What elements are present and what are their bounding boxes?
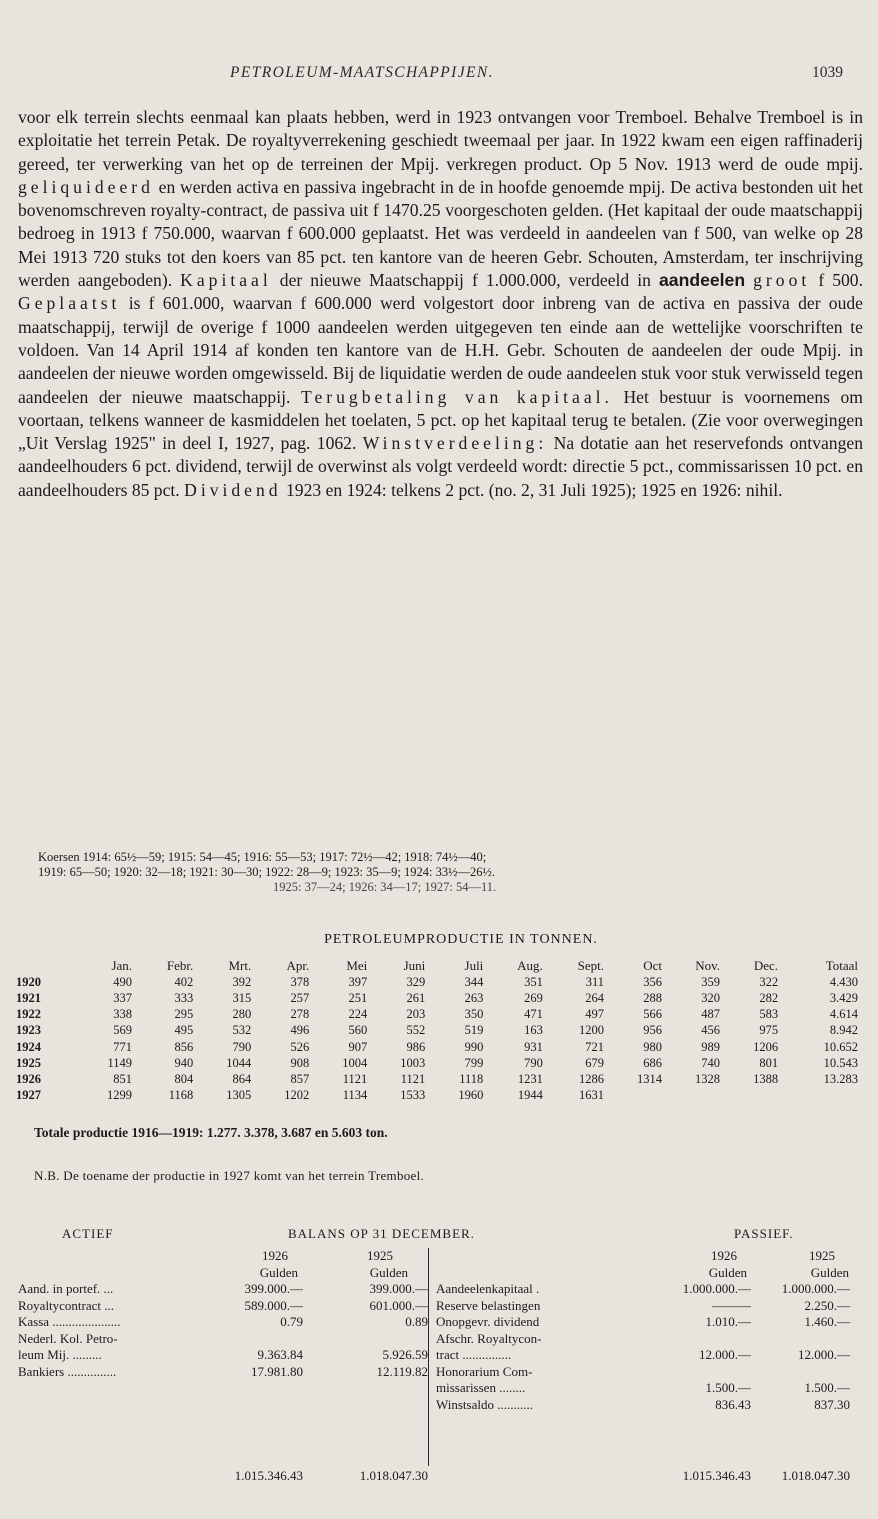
koersen-line-1: Koersen 1914: 65½—59; 1915: 54—45; 1916: 55—53; 1917: 72½—42; 1918: 74½—40; bbox=[38, 850, 487, 864]
production-value-cell: 263 bbox=[464, 990, 484, 1005]
spaced-term-groot: groot bbox=[753, 270, 811, 291]
text-run: 1923 en 1924: telkens 2 pct. (no. 2, 31 Juli 1925); 1925 en 1926: nihil. bbox=[286, 479, 783, 500]
production-year-cell: 1924 bbox=[16, 1039, 41, 1054]
passief-value: 1.500.— bbox=[705, 1380, 751, 1395]
production-value-cell: 344 bbox=[464, 974, 484, 989]
production-value-cell: 329 bbox=[406, 974, 426, 989]
actief-label: Nederl. Kol. Petro- bbox=[18, 1330, 118, 1346]
totale-productie: Totale productie 1916—1919: 1.277. 3.378, 3.687 en 5.603 ton. bbox=[34, 1125, 388, 1140]
production-value-cell: 1328 bbox=[695, 1071, 721, 1086]
production-body bbox=[16, 974, 858, 1104]
production-value-cell: 1118 bbox=[459, 1071, 484, 1086]
actief-label: Royaltycontract ... bbox=[18, 1297, 115, 1313]
passief-value: 837.30 bbox=[814, 1396, 850, 1412]
production-value-cell: 495 bbox=[174, 1023, 194, 1038]
col-header: Juni bbox=[403, 958, 426, 974]
production-value-cell: 402 bbox=[174, 974, 194, 989]
unit-gulden: Gulden bbox=[708, 1264, 747, 1280]
actief-rows bbox=[18, 1281, 428, 1380]
passief-total-1925: 1.018.047.30 bbox=[781, 1468, 850, 1483]
production-year-cell: 1927 bbox=[16, 1088, 41, 1103]
production-row bbox=[16, 1088, 858, 1104]
production-row bbox=[16, 1071, 858, 1087]
production-value-cell: 1631 bbox=[579, 1088, 605, 1103]
year-row bbox=[429, 1248, 859, 1265]
col-header: Dec. bbox=[753, 958, 779, 974]
col-header: Oct bbox=[643, 958, 663, 974]
production-value-cell: 980 bbox=[643, 1039, 663, 1054]
passief-value: 12.000.— bbox=[699, 1347, 751, 1362]
production-value-cell: 264 bbox=[585, 990, 605, 1005]
passief-row bbox=[429, 1314, 859, 1331]
balance-title: BALANS OP 31 DECEMBER. bbox=[288, 1226, 475, 1241]
year-row bbox=[18, 1248, 428, 1265]
unit-row bbox=[18, 1265, 428, 1282]
production-year-cell: 1926 bbox=[16, 1071, 41, 1086]
production-value-cell: 1149 bbox=[107, 1055, 133, 1070]
production-value-cell: 351 bbox=[524, 974, 543, 989]
production-value-cell: 857 bbox=[290, 1071, 310, 1086]
production-value-cell: 1004 bbox=[342, 1055, 368, 1070]
production-value-cell: 487 bbox=[701, 1007, 721, 1022]
unit-gulden: Gulden bbox=[810, 1264, 849, 1280]
passief-row bbox=[429, 1364, 859, 1381]
text-run: voor elk terrein slechts eenmaal kan plaats hebben, werd in 1923 ontvangen voor Tremboel. Behalve Tremboel is in exploitatie het terrein Petak. De royaltyverrekening geschiedt tweemaal per jaar. In 1922 kwam een eigen raffinaderij gereed, ter verwerking van het op de terreinen der Mpij. verkregen product. Op 5 Nov. 1913 werd de oude mpij. bbox=[18, 107, 863, 174]
production-value-cell: 203 bbox=[406, 1007, 426, 1022]
actief-row bbox=[18, 1347, 428, 1364]
production-value-cell bbox=[720, 1088, 778, 1104]
production-value-cell: 1121 bbox=[400, 1071, 426, 1086]
production-value-cell: 322 bbox=[759, 974, 779, 989]
actief-value: 601.000.— bbox=[369, 1297, 428, 1313]
production-value-cell: 799 bbox=[464, 1055, 484, 1070]
running-title: PETROLEUM-MAATSCHAPPIJEN. bbox=[230, 64, 494, 81]
actief-heading: ACTIEF bbox=[62, 1226, 114, 1241]
col-header: Mei bbox=[346, 958, 368, 974]
production-value-cell: 721 bbox=[585, 1039, 605, 1054]
production-value-cell: 1960 bbox=[458, 1088, 484, 1103]
production-value-cell: 851 bbox=[113, 1071, 133, 1086]
year-1926: 1926 bbox=[262, 1248, 288, 1263]
production-value-cell: 956 bbox=[643, 1023, 663, 1038]
production-value-cell: 519 bbox=[464, 1023, 484, 1038]
production-value-cell: 526 bbox=[290, 1039, 310, 1054]
production-value-cell: 333 bbox=[174, 990, 194, 1005]
actief-total-row bbox=[18, 1468, 428, 1486]
production-title-wrap bbox=[0, 932, 878, 948]
production-value-cell: 4.430 bbox=[829, 974, 858, 989]
production-value-cell: 392 bbox=[232, 974, 252, 989]
production-value-cell: 583 bbox=[759, 1007, 779, 1022]
production-value-cell: 679 bbox=[585, 1055, 605, 1070]
production-value-cell: 315 bbox=[232, 990, 252, 1005]
production-value-cell: 13.283 bbox=[823, 1071, 858, 1086]
production-value-cell bbox=[662, 1088, 720, 1104]
production-value-cell: 1388 bbox=[753, 1071, 779, 1086]
production-value-cell: 686 bbox=[643, 1055, 663, 1070]
production-value-cell: 496 bbox=[290, 1023, 310, 1038]
running-head bbox=[0, 64, 878, 84]
actief-label: Kassa ..................... bbox=[18, 1314, 121, 1329]
col-header: Aug. bbox=[517, 958, 543, 974]
balance-header bbox=[0, 1226, 878, 1248]
production-value-cell: 804 bbox=[174, 1071, 194, 1086]
passief-label: Winstsaldo ........... bbox=[436, 1396, 533, 1412]
col-header: Nov. bbox=[695, 958, 721, 974]
unit-row bbox=[429, 1265, 859, 1282]
passief-value: ——— bbox=[712, 1297, 751, 1313]
actief-label: leum Mij. ......... bbox=[18, 1347, 102, 1362]
passief-total-row bbox=[429, 1468, 859, 1486]
production-value-cell: 801 bbox=[759, 1055, 779, 1070]
spaced-term-kapitaal: Kapitaal bbox=[180, 270, 272, 291]
col-header: Mrt. bbox=[228, 958, 252, 974]
actief-label: Aand. in portef. ... bbox=[18, 1281, 114, 1296]
col-header: Febr. bbox=[166, 958, 194, 974]
passief-total-1926: 1.015.346.43 bbox=[682, 1468, 751, 1483]
spaced-term-geliquideerd: geliquideerd bbox=[18, 176, 154, 197]
actief-total-1926: 1.015.346.43 bbox=[234, 1468, 303, 1483]
production-year-cell: 1923 bbox=[16, 1023, 41, 1038]
production-row bbox=[16, 1023, 858, 1039]
production-value-cell: 1003 bbox=[400, 1055, 426, 1070]
production-value-cell: 359 bbox=[701, 974, 721, 989]
production-value-cell: 490 bbox=[113, 974, 133, 989]
production-value-cell: 975 bbox=[759, 1023, 779, 1038]
bold-term-aandeelen: aandeelen bbox=[659, 270, 746, 291]
production-value-cell: 771 bbox=[113, 1039, 133, 1054]
spaced-term-winstverdeeling: Winstverdeeling: bbox=[362, 433, 548, 454]
text-run: en werden activa en passiva ingebracht in de in hoofde genoemde mpij. De activa bestonden uit het bovenomschreven royalty-contract, de passiva uit f 1470.25 voorgeschoten gelden. (Het kapitaal der oude maatschappij bedroeg in 1913 f 750.000, waarvan f 600.000 geplaatst. Het was verdeeld in aandeelen van f 500, van welke op 28 Mei 1913 720 stuks tot den koers van 85 pct. ten kantore van de heeren Gebr. Schouten, Amsterdam, ter inschrijving werden aangeboden). bbox=[18, 176, 863, 291]
unit-gulden: Gulden bbox=[259, 1264, 298, 1280]
actief-row bbox=[18, 1314, 428, 1331]
production-value-cell: 356 bbox=[643, 974, 663, 989]
balance-passief bbox=[428, 1248, 859, 1483]
production-value-cell: 257 bbox=[290, 990, 310, 1005]
passief-row bbox=[429, 1380, 859, 1397]
actief-value: 17.981.80 bbox=[251, 1363, 303, 1379]
production-value-cell: 1044 bbox=[226, 1055, 252, 1070]
unit-gulden: Gulden bbox=[369, 1264, 408, 1280]
koersen-block bbox=[38, 850, 868, 895]
production-value-cell: 497 bbox=[585, 1007, 605, 1022]
production-value-cell: 864 bbox=[232, 1071, 252, 1086]
spaced-term-geplaatst: Geplaatst bbox=[18, 293, 121, 314]
actief-value: 399.000.— bbox=[244, 1281, 303, 1296]
col-header: Totaal bbox=[825, 958, 858, 974]
production-value-cell: 338 bbox=[113, 1007, 133, 1022]
year-1925: 1925 bbox=[367, 1248, 393, 1263]
production-value-cell: 1168 bbox=[168, 1088, 194, 1103]
production-header-row bbox=[16, 958, 858, 974]
passief-heading: PASSIEF. bbox=[734, 1226, 794, 1241]
production-value-cell: 566 bbox=[643, 1007, 663, 1022]
passief-value: 2.250.— bbox=[804, 1297, 850, 1313]
production-year-cell: 1921 bbox=[16, 990, 41, 1005]
production-value-cell: 163 bbox=[524, 1023, 543, 1038]
actief-value: 0.79 bbox=[280, 1314, 303, 1329]
actief-value: 0.89 bbox=[405, 1314, 428, 1329]
passief-value: 1.000.000.— bbox=[781, 1281, 850, 1296]
production-value-cell: 337 bbox=[113, 990, 133, 1005]
passief-value: 1.460.— bbox=[804, 1314, 850, 1329]
actief-label: Bankiers ............... bbox=[18, 1363, 117, 1379]
passief-label: Onopgevr. dividend bbox=[436, 1314, 540, 1329]
production-value-cell: 1231 bbox=[517, 1071, 543, 1086]
actief-row bbox=[18, 1298, 428, 1315]
production-value-cell: 456 bbox=[701, 1023, 721, 1038]
body-text bbox=[18, 106, 863, 502]
passief-label: Reserve belastingen bbox=[436, 1297, 541, 1313]
production-value-cell: 251 bbox=[348, 990, 368, 1005]
passief-value: 12.000.— bbox=[798, 1347, 850, 1362]
production-value-cell: 278 bbox=[290, 1007, 310, 1022]
production-value-cell: 1286 bbox=[579, 1071, 605, 1086]
production-value-cell: 989 bbox=[701, 1039, 721, 1054]
actief-value: 589.000.— bbox=[244, 1297, 303, 1313]
production-value-cell: 10.652 bbox=[823, 1039, 858, 1054]
production-value-cell: 288 bbox=[643, 990, 663, 1005]
passief-rows bbox=[429, 1281, 859, 1413]
production-value-cell: 1134 bbox=[342, 1088, 368, 1103]
col-header: Sept. bbox=[577, 958, 605, 974]
actief-row bbox=[18, 1331, 428, 1348]
year-1926: 1926 bbox=[711, 1248, 737, 1263]
passief-label: missarissen ........ bbox=[436, 1380, 526, 1395]
production-value-cell: 1305 bbox=[226, 1088, 252, 1103]
production-year-cell: 1925 bbox=[16, 1055, 41, 1070]
text-run: Na dotatie aan het reservefonds ontvangen aandeelhouders 6 pct. dividend, terwijl de overwinst als volgt verdeeld wordt: directie 5 pct., commissarissen 10 pct. en aandeelhouders 85 pct. bbox=[18, 433, 863, 500]
production-value-cell bbox=[778, 1088, 858, 1104]
production-value-cell bbox=[604, 1088, 662, 1104]
production-value-cell: 1944 bbox=[517, 1088, 543, 1103]
production-value-cell: 282 bbox=[759, 990, 779, 1005]
passief-label: Aandeelenkapitaal . bbox=[436, 1281, 540, 1296]
page-number: 1039 bbox=[812, 64, 843, 81]
passief-row bbox=[429, 1347, 859, 1364]
production-value-cell: 378 bbox=[290, 974, 310, 989]
passief-value: 836.43 bbox=[715, 1396, 751, 1412]
production-value-cell: 990 bbox=[464, 1039, 484, 1054]
spaced-term-terugbetaling: Terugbetaling van kapitaal. bbox=[300, 386, 613, 407]
passief-label: Honorarium Com- bbox=[436, 1363, 533, 1379]
nb-note: N.B. De toename der productie in 1927 komt van het terrein Tremboel. bbox=[34, 1168, 425, 1183]
production-value-cell: 1314 bbox=[637, 1071, 663, 1086]
production-value-cell: 908 bbox=[290, 1055, 310, 1070]
balance-sheet bbox=[0, 1226, 878, 1483]
production-value-cell: 10.543 bbox=[823, 1055, 858, 1070]
actief-value: 12.119.82 bbox=[376, 1363, 428, 1379]
production-value-cell: 295 bbox=[174, 1007, 194, 1022]
production-value-cell: 790 bbox=[232, 1039, 252, 1054]
actief-row bbox=[18, 1364, 428, 1381]
text-run: f 500. bbox=[818, 270, 864, 291]
production-value-cell: 1200 bbox=[579, 1023, 605, 1038]
passief-value: 1.010.— bbox=[705, 1314, 751, 1329]
production-value-cell: 3.429 bbox=[829, 990, 858, 1005]
col-header: Jan. bbox=[111, 958, 133, 974]
koersen-line-2: 1919: 65—50; 1920: 32—18; 1921: 30—30; 1922: 28—9; 1923: 35—9; 1924: 33½—26½. bbox=[38, 865, 495, 879]
passief-row bbox=[429, 1281, 859, 1298]
actief-value: 399.000.— bbox=[369, 1281, 428, 1296]
text-run: Het bestuur is voornemens om voortaan, telkens wanneer de kasmiddelen het toelaten, 5 pct. op het kapitaal terug te betalen. (Zie voor overwegingen „Uit Verslag 1925" in deel I, 1927, pag. 1062. bbox=[18, 386, 863, 454]
production-value-cell: 350 bbox=[464, 1007, 484, 1022]
production-value-cell: 224 bbox=[348, 1007, 368, 1022]
koersen-line-3: 1925: 37—24; 1926: 34—17; 1927: 54—11. bbox=[273, 880, 497, 894]
production-row bbox=[16, 990, 858, 1006]
production-value-cell: 790 bbox=[524, 1055, 543, 1070]
year-1925: 1925 bbox=[809, 1248, 835, 1263]
production-value-cell: 532 bbox=[232, 1023, 252, 1038]
production-row bbox=[16, 974, 858, 990]
production-value-cell: 320 bbox=[701, 990, 721, 1005]
text-run: der nieuwe Maatschappij f 1.000.000, verdeeld in bbox=[279, 270, 651, 291]
production-value-cell: 931 bbox=[524, 1039, 543, 1054]
body-paragraph bbox=[18, 106, 863, 502]
production-value-cell: 397 bbox=[348, 974, 368, 989]
production-table bbox=[16, 958, 858, 1104]
production-row bbox=[16, 1007, 858, 1023]
production-value-cell: 311 bbox=[585, 974, 605, 989]
actief-total-1925: 1.018.047.30 bbox=[359, 1468, 428, 1483]
passief-label: Afschr. Royaltycon- bbox=[436, 1330, 542, 1346]
passief-row bbox=[429, 1331, 859, 1348]
production-value-cell: 740 bbox=[701, 1055, 721, 1070]
production-value-cell: 8.942 bbox=[829, 1023, 858, 1038]
production-row bbox=[16, 1039, 858, 1055]
production-value-cell: 1206 bbox=[753, 1039, 779, 1054]
production-value-cell: 907 bbox=[348, 1039, 368, 1054]
production-value-cell: 560 bbox=[348, 1023, 368, 1038]
passief-label: tract ............... bbox=[436, 1347, 512, 1362]
production-value-cell: 471 bbox=[524, 1007, 543, 1022]
col-header: Juli bbox=[464, 958, 484, 974]
production-year-cell: 1922 bbox=[16, 1007, 41, 1022]
actief-value: 5.926.59 bbox=[382, 1347, 428, 1362]
production-value-cell: 1202 bbox=[284, 1088, 310, 1103]
production-value-cell: 4.614 bbox=[829, 1007, 858, 1022]
actief-row bbox=[18, 1281, 428, 1298]
production-value-cell: 986 bbox=[406, 1039, 426, 1054]
balance-actief bbox=[18, 1248, 428, 1483]
passief-row bbox=[429, 1298, 859, 1315]
production-row bbox=[16, 1055, 858, 1071]
production-value-cell: 1533 bbox=[400, 1088, 426, 1103]
production-title: PETROLEUMPRODUCTIE IN TONNEN. bbox=[324, 932, 598, 947]
production-year-cell: 1920 bbox=[16, 974, 41, 989]
production-value-cell: 261 bbox=[406, 990, 426, 1005]
production-value-cell: 940 bbox=[174, 1055, 194, 1070]
production-value-cell: 569 bbox=[113, 1023, 133, 1038]
production-value-cell: 1121 bbox=[342, 1071, 368, 1086]
production-value-cell: 552 bbox=[406, 1023, 426, 1038]
col-header bbox=[16, 958, 74, 974]
text-run: is f 601.000, waarvan f 600.000 werd volgestort door inbreng van de activa en passiva der oude maatschappij, terwijl de overige f 1000 aandeelen werden uitgegeven ten einde aan de wettelijke voorschriften te voldoen. Van 14 April 1914 af konden ten kantore van de H.H. Gebr. Schouten de aandeelen der oude Mpij. in aandeelen der nieuwe worden omgewisseld. Bij de liquidatie werden de oude aandeelen stuk voor stuk verwisseld tegen aandeelen der nieuwe maatschappij. bbox=[18, 293, 863, 407]
production-value-cell: 856 bbox=[174, 1039, 194, 1054]
spaced-term-dividend: Dividend bbox=[184, 479, 282, 500]
production-value-cell: 280 bbox=[232, 1007, 252, 1022]
passief-value: 1.500.— bbox=[804, 1380, 850, 1395]
actief-value: 9.363.84 bbox=[257, 1347, 303, 1362]
production-value-cell: 1299 bbox=[107, 1088, 133, 1103]
col-header: Apr. bbox=[286, 958, 310, 974]
passief-row bbox=[429, 1397, 859, 1414]
production-value-cell: 269 bbox=[524, 990, 543, 1005]
passief-value: 1.000.000.— bbox=[682, 1281, 751, 1296]
